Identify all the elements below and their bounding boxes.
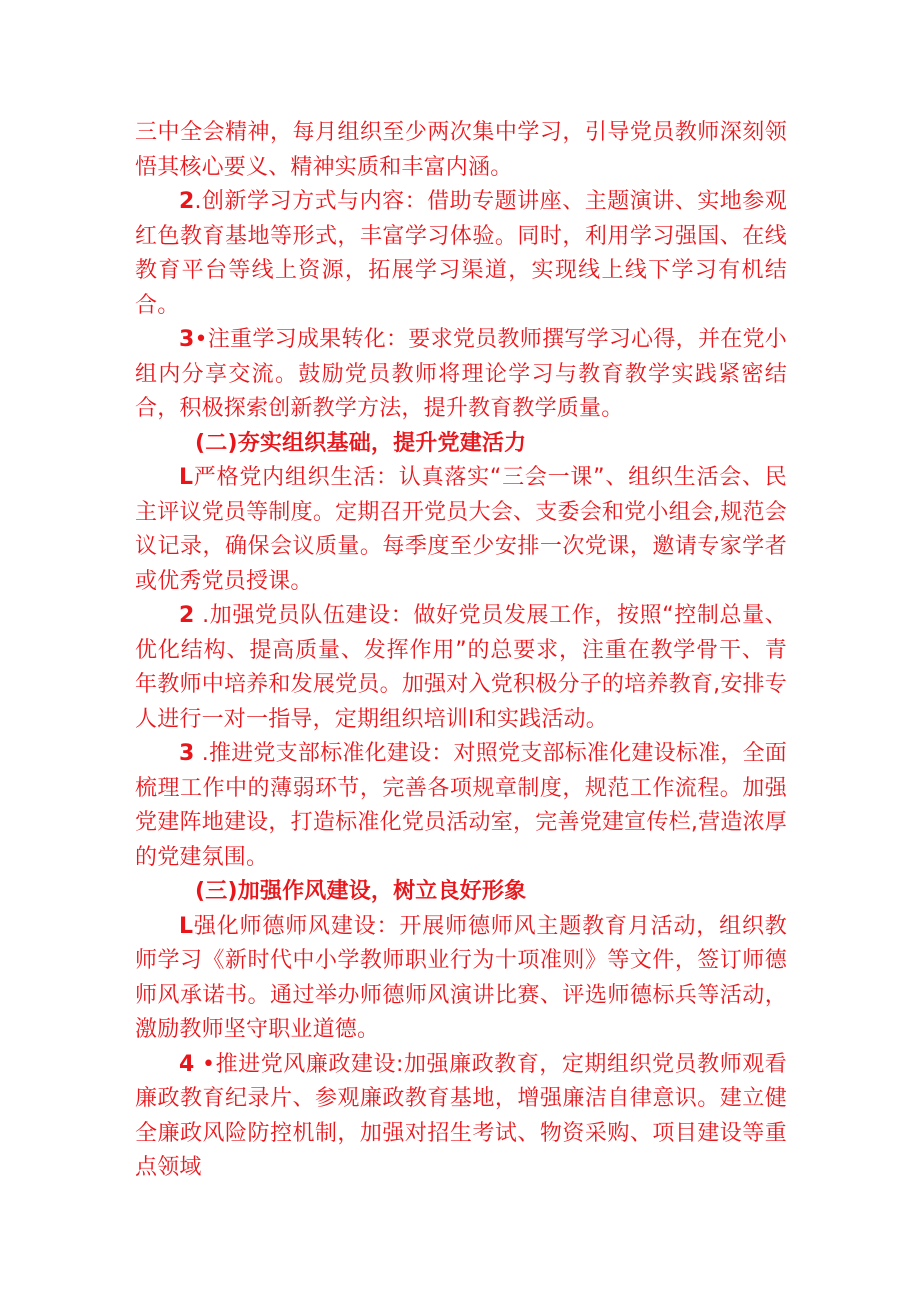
item-number: 2 bbox=[179, 189, 195, 214]
paragraph-text: •注重学习成果转化：要求党员教师撰写学习心得，并在党小组内分享交流。鼓励党员教师将理论学习与教育教学实践紧密结合，积极探索创新教学方法，提升教育教学质量。 bbox=[135, 327, 787, 421]
paragraph-text: •推进党风廉政建设:加强廉政教育，定期组织党员教师观看廉政教育纪录片、参观廉政教育基地，增强廉洁自律意识。建立健全廉政风险防控机制，加强对招生考试、物资采购、项目建设等重点领域 bbox=[135, 1051, 787, 1180]
paragraph bbox=[135, 599, 787, 737]
item-number: 3 bbox=[179, 741, 195, 766]
item-number: 4 bbox=[179, 1051, 195, 1077]
item-number: 3 bbox=[179, 327, 195, 352]
paragraph bbox=[135, 737, 787, 875]
heading-text: (三)加强作风建设，树立良好形象 bbox=[195, 879, 527, 904]
paragraph bbox=[135, 185, 787, 323]
paragraph bbox=[135, 323, 787, 427]
paragraph-text: 严格党内组织生活：认真落实“三会一课”、组织生活会、民主评议党员等制度。定期召开党员大会、支委会和党小组会,规范会议记录，确保会议质量。每季度至少安排一次党课，邀请专家学者或优秀党员授课。 bbox=[135, 465, 787, 594]
paragraph bbox=[135, 116, 787, 185]
paragraph bbox=[135, 910, 787, 1048]
item-number: 2 bbox=[179, 603, 195, 628]
heading-text: (二)夯实组织基础，提升党建活力 bbox=[195, 430, 527, 456]
paragraph-text: 三中全会精神，每月组织至少两次集中学习，引导党员教师深刻领悟其核心要义、精神实质和丰富内涵。 bbox=[135, 120, 787, 180]
paragraph-text: .创新学习方式与内容：借助专题讲座、主题演讲、实地参观红色教育基地等形式，丰富学习体验。同时，利用学习强国、在线教育平台等线上资源，拓展学习渠道，实现线上线下学习有机结合。 bbox=[135, 189, 787, 318]
paragraph bbox=[135, 1048, 787, 1186]
item-number: L bbox=[179, 465, 194, 490]
section-heading bbox=[135, 875, 787, 910]
paragraph-text: .推进党支部标准化建设：对照党支部标准化建设标准，全面梳理工作中的薄弱环节，完善各项规章制度，规范工作流程。加强党建阵地建设，打造标准化党员活动室，完善党建宣传栏,营造浓厚的党建氛围。 bbox=[135, 741, 787, 870]
paragraph-text: 强化师德师风建设：开展师德师风主题教育月活动，组织教师学习《新时代中小学教师职业行为十项准则》等文件，签订师德师风承诺书。通过举办师德师风演讲比赛、评选师德标兵等活动，激励教师坚守职业道德。 bbox=[135, 913, 787, 1042]
document-body bbox=[135, 116, 787, 1186]
section-heading bbox=[135, 427, 787, 462]
paragraph-text: .加强党员队伍建设：做好党员发展工作，按照“控制总量、优化结构、提高质量、发挥作用”的总要求，注重在教学骨干、青年教师中培养和发展党员。加强对入党积极分子的培养教育,安排专人进行一对一指导，定期组织培训I和实践活动。 bbox=[135, 603, 787, 732]
paragraph bbox=[135, 461, 787, 599]
item-number: L bbox=[179, 913, 194, 939]
